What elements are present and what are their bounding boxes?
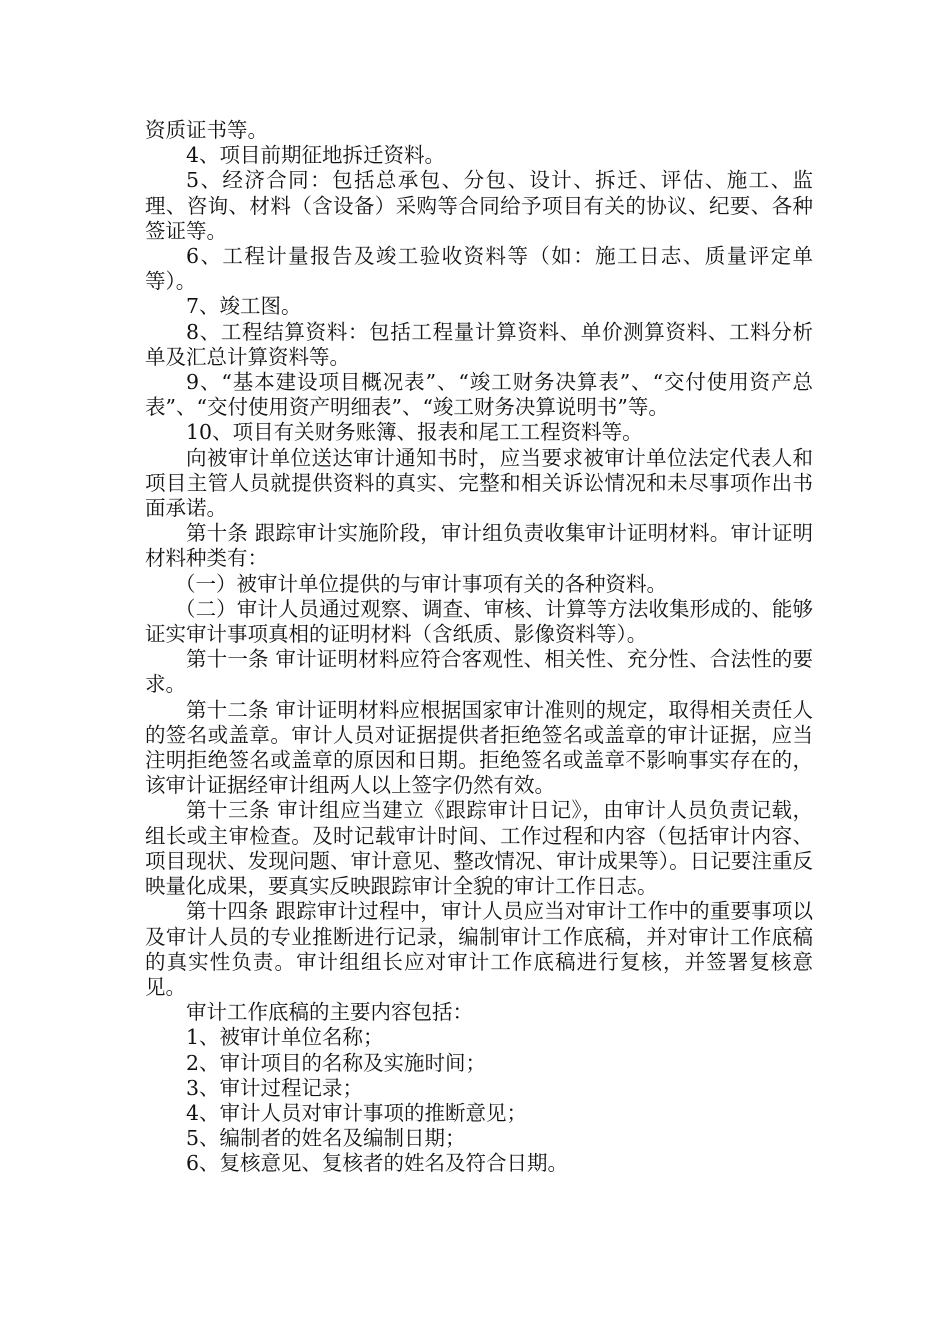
working-paper-item-4: 4、审计人员对审计事项的推断意见； bbox=[186, 1100, 528, 1125]
working-paper-item-2: 2、审计项目的名称及实施时间； bbox=[186, 1050, 487, 1075]
document-body bbox=[145, 118, 813, 1177]
list-item-4: 4、项目前期征地拆迁资料。 bbox=[186, 143, 446, 168]
article-11: 第十一条 审计证明材料应符合客观性、相关性、充分性、合法性的要求。 bbox=[145, 647, 813, 697]
article-13: 第十三条 审计组应当建立《跟踪审计日记》，由审计人员负责记载，组长或主审检查。及时记载审计时间、工作过程和内容（包括审计内容、项目现状、发现问题、审计意见、整改情况、审计成果等）。日记要注重反映量化成果，要真实反映跟踪审计全貌的审计工作日志。 bbox=[145, 798, 813, 899]
paragraph-commitment: 向被审计单位送达审计通知书时，应当要求被审计单位法定代表人和项目主管人员就提供资料的真实、完整和相关诉讼情况和未尽事项作出书面承诺。 bbox=[145, 445, 813, 521]
working-paper-contents-heading: 审计工作底稿的主要内容包括： bbox=[186, 1000, 473, 1025]
working-paper-item-3: 3、审计过程记录； bbox=[186, 1075, 364, 1100]
list-item-10: 10、项目有关财务账簿、报表和尾工工程资料等。 bbox=[186, 420, 643, 445]
article-10: 第十条 跟踪审计实施阶段，审计组负责收集审计证明材料。审计证明材料种类有： bbox=[145, 521, 813, 571]
article-10-item-2: （二）审计人员通过观察、调查、审核、计算等方法收集形成的、能够证实审计事项真相的证明材料（含纸质、影像资料等）。 bbox=[145, 596, 813, 647]
list-item-5: 5、经济合同：包括总承包、分包、设计、拆迁、评估、施工、监理、咨询、材料（含设备）采购等合同给予项目有关的协议、纪要、各种签证等。 bbox=[145, 168, 813, 243]
list-item-8: 8、工程结算资料：包括工程量计算资料、单价测算资料、工料分析单及汇总计算资料等。 bbox=[145, 319, 813, 369]
paragraph-qualification-certificates: 资质证书等。 bbox=[145, 118, 268, 142]
article-14: 第十四条 跟踪审计过程中，审计人员应当对审计工作中的重要事项以及审计人员的专业推断进行记录，编制审计工作底稿，并对审计工作底稿的真实性负责。审计组组长应对审计工作底稿进行复核，并签署复核意见。 bbox=[145, 899, 813, 999]
working-paper-item-6: 6、复核意见、复核者的姓名及符合日期。 bbox=[186, 1151, 569, 1176]
working-paper-item-1: 1、被审计单位名称； bbox=[186, 1025, 384, 1050]
list-item-7: 7、竣工图。 bbox=[186, 294, 302, 319]
list-item-9: 9、“基本建设项目概况表”、“竣工财务决算表”、“交付使用资产总表”、“交付使用资产明细表”、“竣工财务决算说明书”等。 bbox=[145, 370, 813, 420]
article-12: 第十二条 审计证明材料应根据国家审计准则的规定，取得相关责任人的签名或盖章。审计人员对证据提供者拒绝签名或盖章的审计证据，应当注明拒绝签名或盖章的原因和日期。拒绝签名或盖章不影响事实存在的，该审计证据经审计组两人以上签字仍然有效。 bbox=[145, 697, 813, 798]
working-paper-item-5: 5、编制者的姓名及编制日期； bbox=[186, 1126, 466, 1151]
article-10-item-1: （一）被审计单位提供的与审计事项有关的各种资料。 bbox=[175, 571, 667, 596]
list-item-6: 6、工程计量报告及竣工验收资料等（如：施工日志、质量评定单等）。 bbox=[145, 244, 813, 294]
